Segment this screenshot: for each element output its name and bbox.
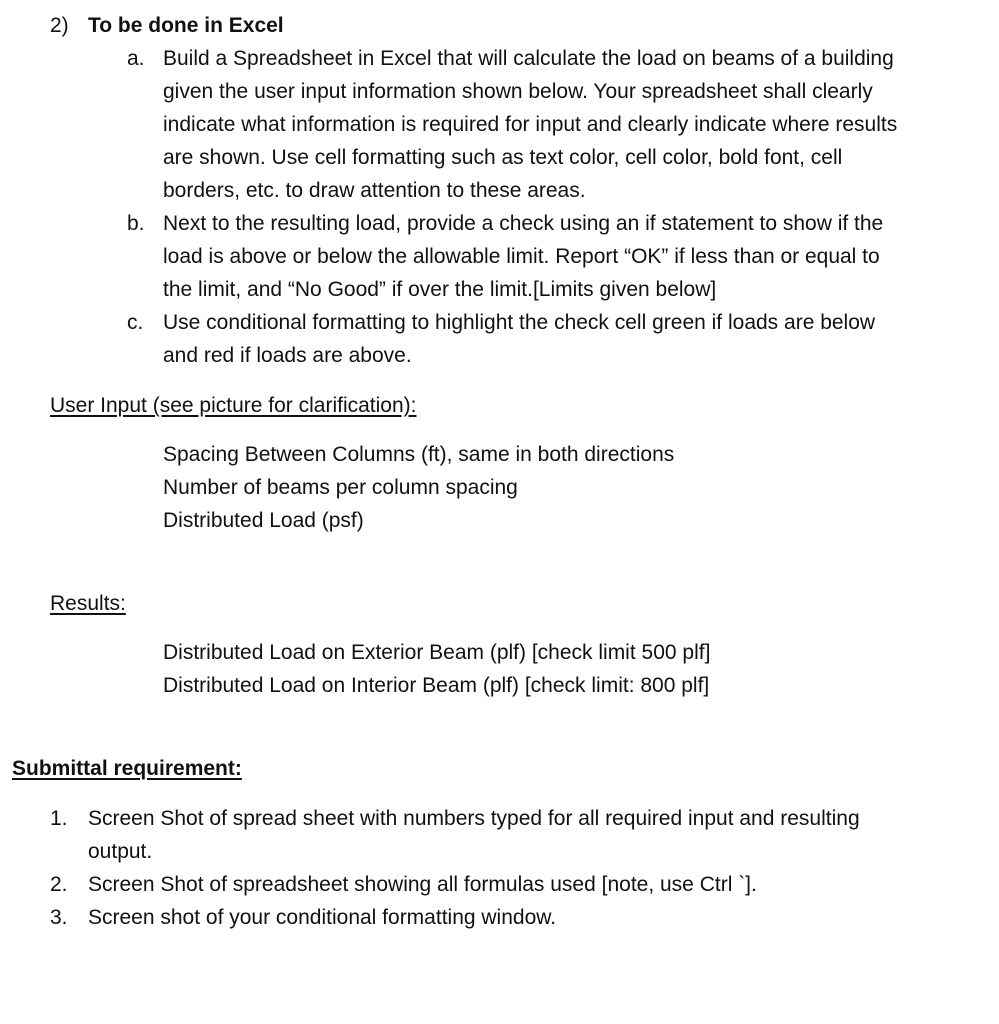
list-item-line: and red if loads are above. (163, 344, 412, 367)
user-input-heading: User Input (see picture for clarification): (50, 394, 417, 417)
results-line: Distributed Load on Exterior Beam (plf) [check limit 500 plf] (163, 641, 711, 664)
list-marker: b. (127, 212, 145, 235)
list-marker: 1. (50, 807, 68, 830)
section-title: To be done in Excel (88, 14, 284, 37)
user-input-line: Number of beams per column spacing (163, 476, 518, 499)
list-item-line: the limit, and “No Good” if over the limit.[Limits given below] (163, 278, 717, 301)
list-item-line: are shown. Use cell formatting such as text color, cell color, bold font, cell (163, 146, 843, 169)
list-marker: 3. (50, 906, 68, 929)
list-item-line: load is above or below the allowable limit. Report “OK” if less than or equal to (163, 245, 880, 268)
list-item-line: indicate what information is required for input and clearly indicate where results (163, 113, 898, 136)
list-item-line: Screen Shot of spreadsheet showing all formulas used [note, use Ctrl `]. (88, 873, 757, 896)
list-marker: a. (127, 47, 145, 70)
list-item-line: borders, etc. to draw attention to these areas. (163, 179, 586, 202)
list-marker: c. (127, 311, 144, 334)
list-marker: 2. (50, 873, 68, 896)
user-input-line: Spacing Between Columns (ft), same in both directions (163, 443, 675, 466)
section-number: 2) (50, 14, 69, 37)
list-item-line: Next to the resulting load, provide a check using an if statement to show if the (163, 212, 884, 235)
list-item-line: Screen Shot of spread sheet with numbers typed for all required input and resulting (88, 807, 860, 830)
list-item-line: Screen shot of your conditional formatting window. (88, 906, 557, 929)
list-item-line: Use conditional formatting to highlight the check cell green if loads are below (163, 311, 876, 334)
results-line: Distributed Load on Interior Beam (plf) [check limit: 800 plf] (163, 674, 710, 697)
results-heading: Results: (50, 592, 126, 615)
user-input-line: Distributed Load (psf) (163, 509, 364, 532)
submittal-heading: Submittal requirement: (12, 757, 242, 780)
list-item-line: given the user input information shown below. Your spreadsheet shall clearly (163, 80, 873, 103)
list-item-line: Build a Spreadsheet in Excel that will calculate the load on beams of a building (163, 47, 894, 70)
list-item-line: output. (88, 840, 153, 863)
